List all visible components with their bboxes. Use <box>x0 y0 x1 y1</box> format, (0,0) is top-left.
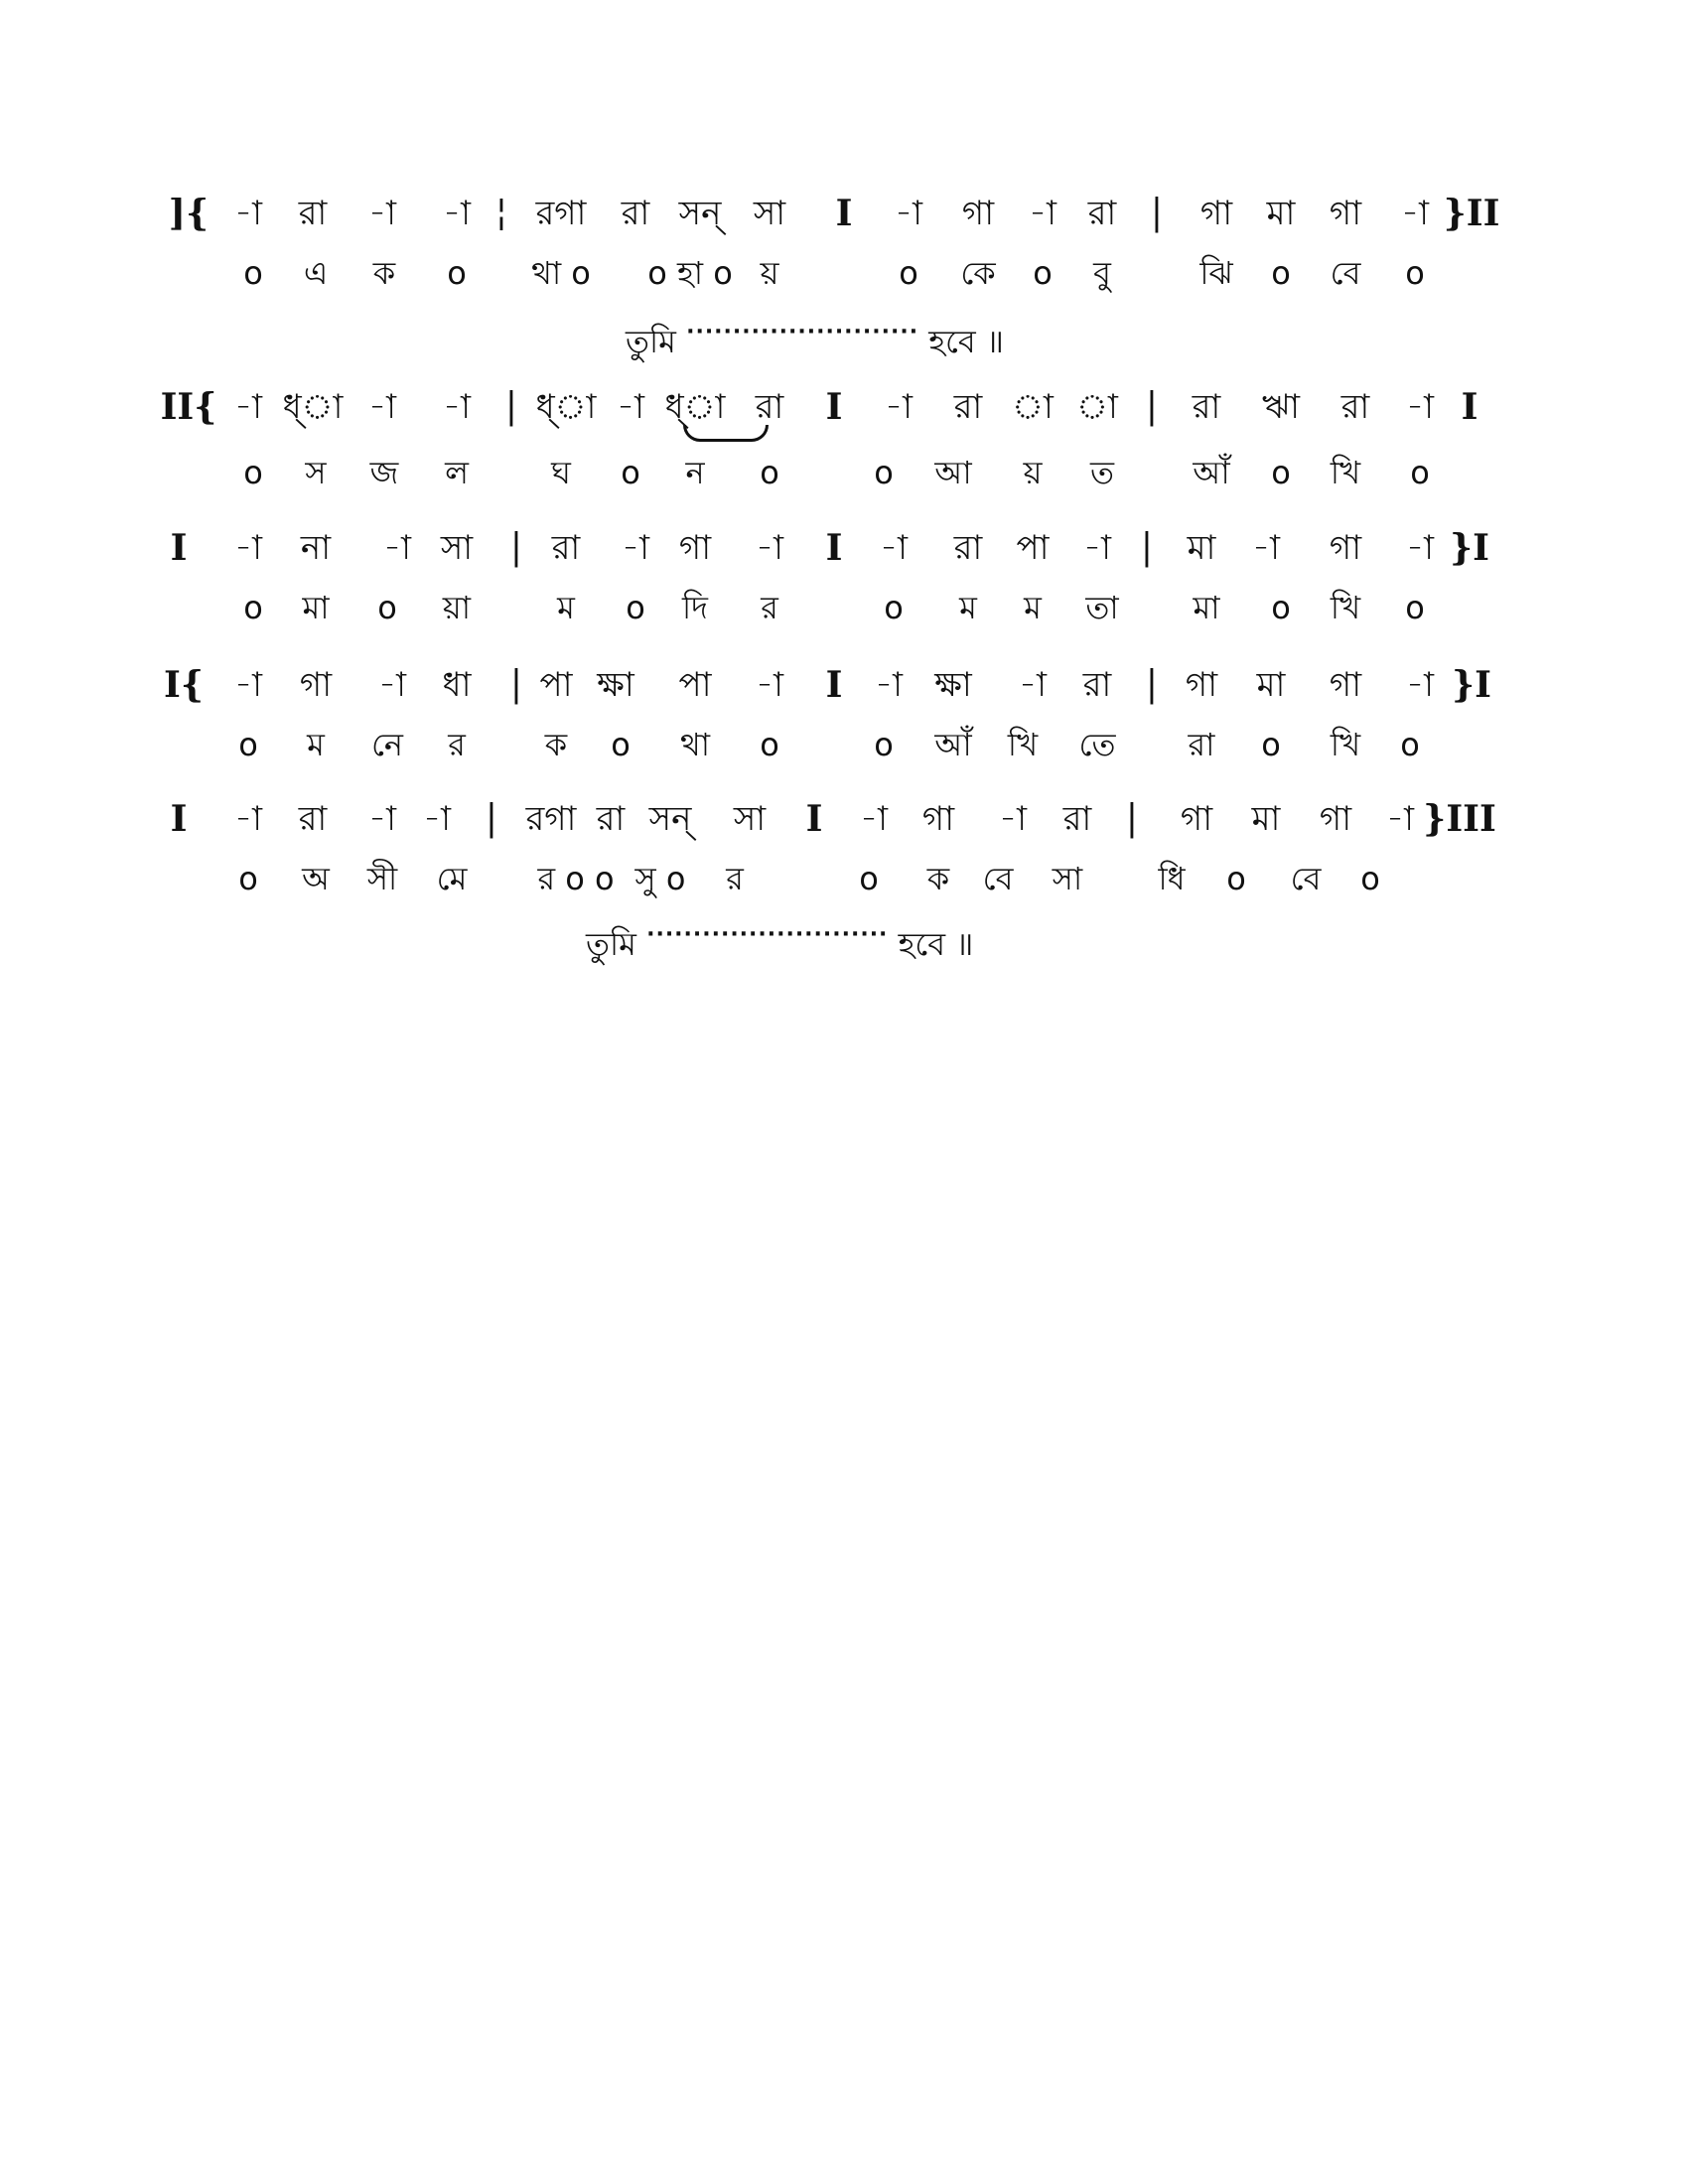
note: -া <box>1029 194 1056 233</box>
bar-line: | <box>1125 798 1139 839</box>
syllable: o <box>238 860 258 897</box>
refrain-end: হবে ॥ <box>928 323 1004 360</box>
note: -া <box>443 387 471 427</box>
syllable: বু <box>1093 254 1111 292</box>
syllable: তে <box>1078 726 1116 763</box>
syllable: ল <box>445 454 469 491</box>
note: রা <box>953 387 983 427</box>
syllable: o <box>884 589 904 626</box>
note: -া <box>622 528 649 568</box>
section-mark: }III <box>1423 798 1496 840</box>
syllable: সী <box>366 860 398 897</box>
note: রা <box>1082 665 1112 705</box>
note: -া <box>860 799 888 839</box>
syllable: o <box>1405 589 1425 626</box>
note: -া <box>1406 387 1434 427</box>
note: রা <box>298 799 328 839</box>
refrain-line-1 <box>626 303 1004 371</box>
syllable: স <box>305 454 327 491</box>
syllable: ক <box>926 860 950 897</box>
note: মা <box>1251 799 1281 839</box>
bar-line: | <box>1150 193 1164 233</box>
syllable: তা <box>1085 589 1119 626</box>
note: গা <box>1329 194 1362 233</box>
syllable: o <box>1271 454 1291 491</box>
note: সা <box>733 799 767 839</box>
section-mark: I <box>825 664 843 706</box>
syllable: ম <box>307 726 325 763</box>
syllable: দি <box>682 589 708 626</box>
note: না <box>300 528 332 568</box>
note: রা <box>755 387 784 427</box>
note: পা <box>539 665 573 705</box>
syllable: o <box>1400 726 1420 763</box>
syllable: o <box>1271 254 1291 292</box>
note: ক্ষা <box>934 665 972 705</box>
syllable: o <box>621 454 640 491</box>
note: -া <box>1406 528 1434 568</box>
bar-line: | <box>509 527 523 568</box>
syllable: ক <box>544 726 568 763</box>
refrain-start: তুমি <box>586 925 636 963</box>
section-mark: ]{ <box>168 193 210 234</box>
syllable: o <box>1410 454 1430 491</box>
note: -া <box>368 194 396 233</box>
section-mark: }I <box>1452 664 1491 706</box>
section-mark: }I <box>1450 527 1489 569</box>
syllable: o হা o <box>647 254 733 292</box>
note: সন্ <box>678 194 722 233</box>
lyric-line-4 <box>0 715 1688 774</box>
lyric-line-2 <box>0 443 1688 502</box>
note: ঋা <box>1262 387 1300 427</box>
syllable: o <box>859 860 879 897</box>
syllable: ম <box>1024 589 1042 626</box>
note: -া <box>756 665 783 705</box>
note: -া <box>443 194 471 233</box>
note: রগা <box>525 799 577 839</box>
section-mark: I <box>825 386 843 428</box>
note: রা <box>1087 194 1117 233</box>
note: পা <box>1016 528 1050 568</box>
syllable: খি <box>1330 454 1361 491</box>
note: সা <box>440 528 474 568</box>
syllable: o <box>447 254 467 292</box>
syllable: ধি <box>1158 860 1186 897</box>
syllable: o <box>1261 726 1281 763</box>
note: রা <box>1340 387 1370 427</box>
syllable: খি <box>1007 726 1039 763</box>
note: -া <box>875 665 903 705</box>
note: ধ্া <box>535 387 597 427</box>
note: ধ্া <box>664 387 726 427</box>
refrain-start: তুমি <box>626 323 676 360</box>
section-mark: I <box>835 193 853 234</box>
syllable: খি <box>1330 726 1361 763</box>
syllable: o <box>760 726 779 763</box>
swara-line-2 <box>0 377 1688 437</box>
syllable: o <box>1360 860 1380 897</box>
note: া <box>1076 387 1118 427</box>
note: ক্ষা <box>597 665 634 705</box>
syllable: মা <box>302 589 330 626</box>
note: রা <box>1062 799 1092 839</box>
refrain-line-2 <box>586 905 973 974</box>
note: -া <box>368 799 396 839</box>
syllable: ন <box>685 454 705 491</box>
syllable: এ <box>303 254 329 292</box>
syllable: থা <box>679 726 711 763</box>
syllable: র o o <box>537 860 615 897</box>
syllable: ত <box>1089 454 1115 491</box>
bar-line: | <box>504 386 518 427</box>
syllable: জ <box>369 454 399 491</box>
syllable: মে <box>436 860 468 897</box>
lyric-line-1 <box>0 243 1688 303</box>
syllable: আ <box>934 454 972 491</box>
syllable: o <box>243 454 263 491</box>
note: া <box>1012 387 1054 427</box>
note: রা <box>298 194 328 233</box>
bar-line: | <box>1140 527 1154 568</box>
syllable: সা <box>1052 860 1083 897</box>
syllable: o <box>760 454 779 491</box>
syllable: ঝি <box>1199 254 1233 292</box>
note: গা <box>1329 665 1362 705</box>
note: মা <box>1266 194 1296 233</box>
refrain-dots: ·························· <box>646 922 889 947</box>
section-mark: I <box>1461 386 1478 428</box>
note: গা <box>299 665 333 705</box>
syllable: o <box>874 726 894 763</box>
syllable: o <box>1271 589 1291 626</box>
bar-line: | <box>1145 664 1159 705</box>
section-mark: I <box>170 798 188 840</box>
syllable: o <box>1405 254 1425 292</box>
note: -া <box>368 387 396 427</box>
slur-mark <box>683 425 769 442</box>
syllable: সু o <box>634 860 686 897</box>
section-mark: I <box>805 798 823 840</box>
syllable: খি <box>1330 589 1361 626</box>
note: সা <box>753 194 786 233</box>
syllable: ম <box>557 589 575 626</box>
note: -া <box>1019 665 1047 705</box>
note: -া <box>234 528 262 568</box>
swara-line-3 <box>0 518 1688 578</box>
refrain-end: হবে ॥ <box>898 925 974 963</box>
syllable: o <box>626 589 645 626</box>
syllable: র <box>448 726 466 763</box>
note: -া <box>234 194 262 233</box>
bar-line: | <box>1145 386 1159 427</box>
syllable: o <box>611 726 631 763</box>
swara-line-1 <box>0 184 1688 243</box>
syllable: o <box>377 589 397 626</box>
section-mark: I{ <box>164 664 204 706</box>
syllable: য় <box>1023 454 1043 491</box>
syllable: আঁ <box>934 726 972 763</box>
note: ধা <box>442 665 472 705</box>
syllable: o <box>874 454 894 491</box>
syllable: o <box>1226 860 1246 897</box>
note: গা <box>1185 665 1218 705</box>
note: -া <box>880 528 908 568</box>
note: মা <box>1256 665 1286 705</box>
syllable: নে <box>370 726 404 763</box>
note: রগা <box>535 194 587 233</box>
syllable: বে <box>1290 860 1322 897</box>
note: -া <box>383 528 411 568</box>
note: রা <box>621 194 650 233</box>
note: গা <box>1180 799 1213 839</box>
note: সন্ <box>648 799 692 839</box>
note: -া <box>234 665 262 705</box>
note: গা <box>921 799 955 839</box>
section-mark: I <box>825 527 843 569</box>
syllable: o <box>243 254 263 292</box>
note: মা <box>1187 528 1216 568</box>
syllable: র <box>761 589 778 626</box>
section-mark: I <box>170 527 188 569</box>
syllable: বে <box>1330 254 1361 292</box>
syllable: অ <box>302 860 330 897</box>
section-mark: }II <box>1443 193 1500 234</box>
refrain-dots: ························· <box>686 320 919 344</box>
note: -া <box>895 194 922 233</box>
note: ধ্া <box>282 387 344 427</box>
syllable: য় <box>760 254 779 292</box>
note: রা <box>551 528 581 568</box>
note: -া <box>885 387 913 427</box>
bar-line: ¦ <box>494 193 508 233</box>
syllable: য়া <box>442 589 472 626</box>
note: রা <box>953 528 983 568</box>
note: -া <box>999 799 1027 839</box>
lyric-line-5 <box>0 849 1688 908</box>
syllable: আঁ <box>1193 454 1230 491</box>
lyric-line-3 <box>0 578 1688 637</box>
note: -া <box>378 665 406 705</box>
note: -া <box>234 799 262 839</box>
note: গা <box>1319 799 1352 839</box>
syllable: থা o <box>531 254 591 292</box>
syllable: বে <box>982 860 1014 897</box>
swara-line-4 <box>0 655 1688 715</box>
note: -া <box>1386 799 1414 839</box>
swara-line-5 <box>0 789 1688 849</box>
note: গা <box>678 528 712 568</box>
syllable: র <box>726 860 744 897</box>
note: -া <box>1252 528 1280 568</box>
syllable: ম <box>959 589 977 626</box>
syllable: কে <box>960 254 996 292</box>
note: পা <box>678 665 712 705</box>
syllable: রা <box>1188 726 1215 763</box>
note: -া <box>617 387 644 427</box>
note: রা <box>596 799 626 839</box>
note: -া <box>1406 665 1434 705</box>
note: গা <box>961 194 995 233</box>
section-mark: II{ <box>160 386 217 428</box>
syllable: o <box>243 589 263 626</box>
note: -া <box>423 799 451 839</box>
syllable: ক <box>372 254 396 292</box>
note: -া <box>1083 528 1111 568</box>
note: -া <box>234 387 262 427</box>
syllable: o <box>1033 254 1053 292</box>
note: -া <box>756 528 783 568</box>
bar-line: | <box>509 664 523 705</box>
note: গা <box>1329 528 1362 568</box>
syllable: ঘ <box>551 454 571 491</box>
syllable: মা <box>1193 589 1220 626</box>
note: রা <box>1192 387 1221 427</box>
syllable: o <box>899 254 918 292</box>
bar-line: | <box>485 798 498 839</box>
syllable: o <box>238 726 258 763</box>
note: গা <box>1199 194 1233 233</box>
note: -া <box>1401 194 1429 233</box>
